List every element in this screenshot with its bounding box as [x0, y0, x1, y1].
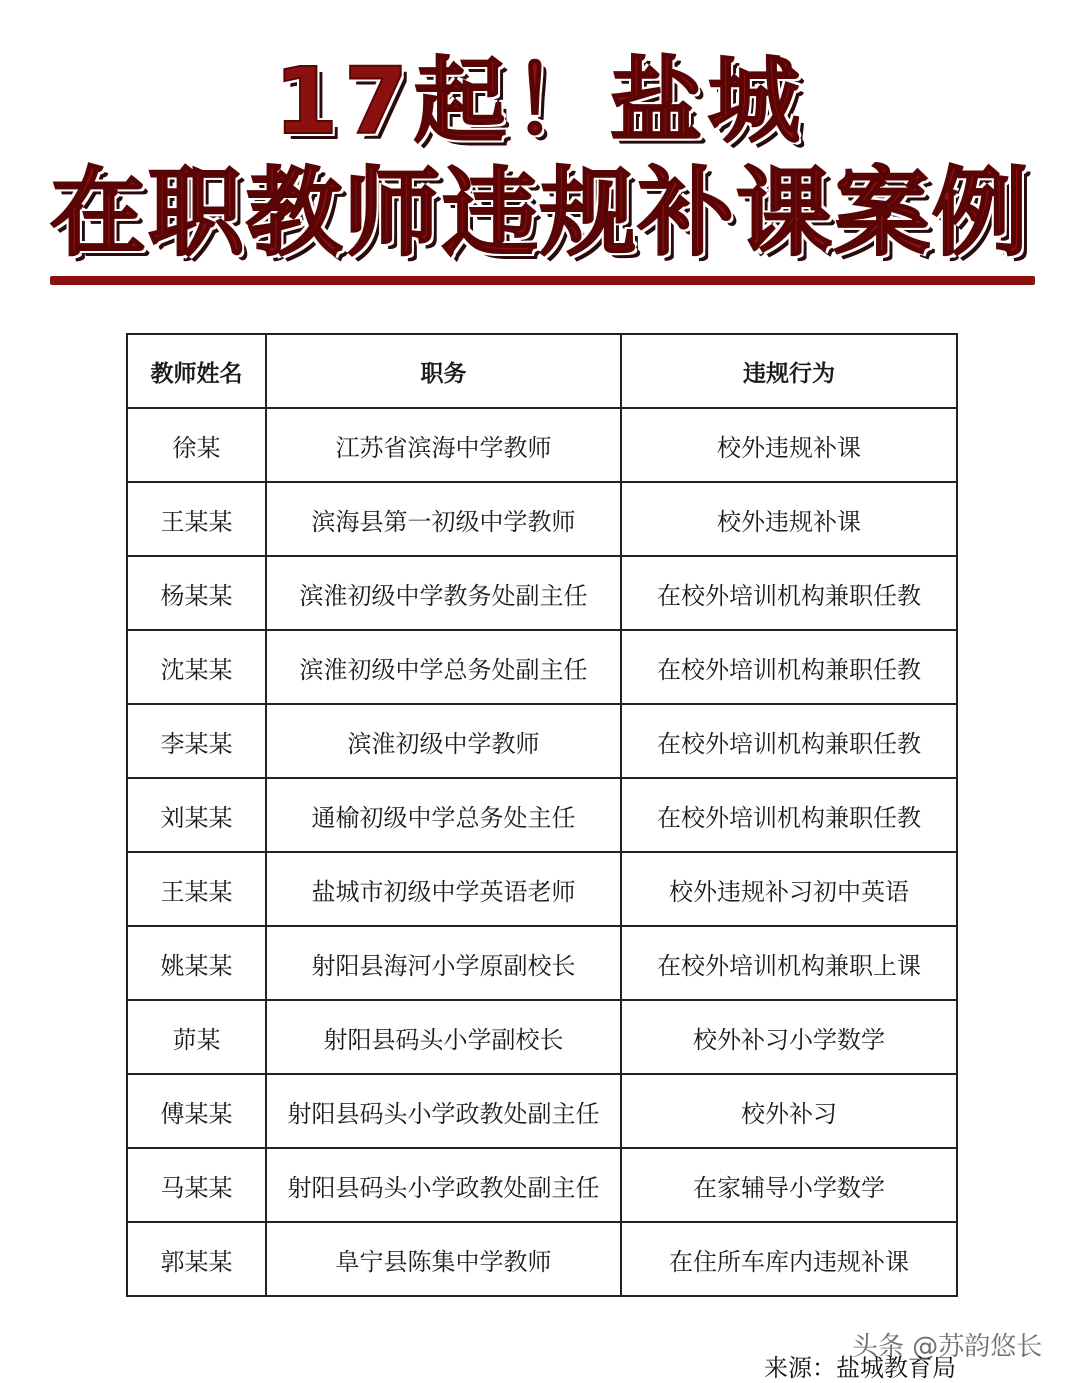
cell-position: 射阳县码头小学副校长 [266, 1000, 621, 1074]
cell-violation: 在校外培训机构兼职上课 [621, 926, 957, 1000]
cell-position: 滨淮初级中学教务处副主任 [266, 556, 621, 630]
header-teacher-name: 教师姓名 [127, 334, 266, 408]
cell-position: 滨淮初级中学教师 [266, 704, 621, 778]
cell-position: 射阳县海河小学原副校长 [266, 926, 621, 1000]
table-row [127, 926, 957, 1000]
cell-violation: 在校外培训机构兼职任教 [621, 630, 957, 704]
table-row [127, 1148, 957, 1222]
table-row [127, 852, 957, 926]
table-row [127, 408, 957, 482]
table-row [127, 704, 957, 778]
table-row [127, 482, 957, 556]
header-position: 职务 [266, 334, 621, 408]
cell-violation: 在住所车库内违规补课 [621, 1222, 957, 1296]
table-body [127, 408, 957, 1296]
cell-teacher-name: 傅某某 [127, 1074, 266, 1148]
cell-teacher-name: 王某某 [127, 482, 266, 556]
table-row [127, 1222, 957, 1296]
source-credit: 来源：盐城教育局 [764, 1354, 956, 1382]
cell-teacher-name: 李某某 [127, 704, 266, 778]
cell-position: 通榆初级中学总务处主任 [266, 778, 621, 852]
cell-position: 滨海县第一初级中学教师 [266, 482, 621, 556]
cell-position: 江苏省滨海中学教师 [266, 408, 621, 482]
cell-teacher-name: 刘某某 [127, 778, 266, 852]
cell-teacher-name: 马某某 [127, 1148, 266, 1222]
table-row [127, 556, 957, 630]
cell-teacher-name: 姚某某 [127, 926, 266, 1000]
cell-violation: 在校外培训机构兼职任教 [621, 778, 957, 852]
cell-teacher-name: 王某某 [127, 852, 266, 926]
cell-violation: 校外违规补课 [621, 482, 957, 556]
cell-teacher-name: 郭某某 [127, 1222, 266, 1296]
cell-position: 射阳县码头小学政教处副主任 [266, 1148, 621, 1222]
cell-teacher-name: 杨某某 [127, 556, 266, 630]
table-row [127, 1000, 957, 1074]
cell-position: 阜宁县陈集中学教师 [266, 1222, 621, 1296]
table-row [127, 1074, 957, 1148]
table-row [127, 630, 957, 704]
cases-table [126, 333, 958, 1297]
cell-teacher-name: 徐某 [127, 408, 266, 482]
page-title-line-2: 在职教师违规补课案例 [50, 157, 1030, 269]
cell-violation: 校外补习小学数学 [621, 1000, 957, 1074]
watermark: 头条 @苏韵悠长 [852, 1332, 1043, 1362]
cell-violation: 校外违规补习初中英语 [621, 852, 957, 926]
table-row [127, 778, 957, 852]
cell-violation: 在家辅导小学数学 [621, 1148, 957, 1222]
cell-violation: 在校外培训机构兼职任教 [621, 556, 957, 630]
cell-position: 射阳县码头小学政教处副主任 [266, 1074, 621, 1148]
cell-teacher-name: 茆某 [127, 1000, 266, 1074]
page-title-line-1: 17起！盐城 [273, 48, 807, 155]
cell-violation: 校外补习 [621, 1074, 957, 1148]
cell-position: 盐城市初级中学英语老师 [266, 852, 621, 926]
cell-violation: 在校外培训机构兼职任教 [621, 704, 957, 778]
table-header-row [127, 334, 957, 408]
cell-position: 滨淮初级中学总务处副主任 [266, 630, 621, 704]
cell-teacher-name: 沈某某 [127, 630, 266, 704]
title-divider [50, 276, 1035, 285]
cell-violation: 校外违规补课 [621, 408, 957, 482]
header-violation: 违规行为 [621, 334, 957, 408]
